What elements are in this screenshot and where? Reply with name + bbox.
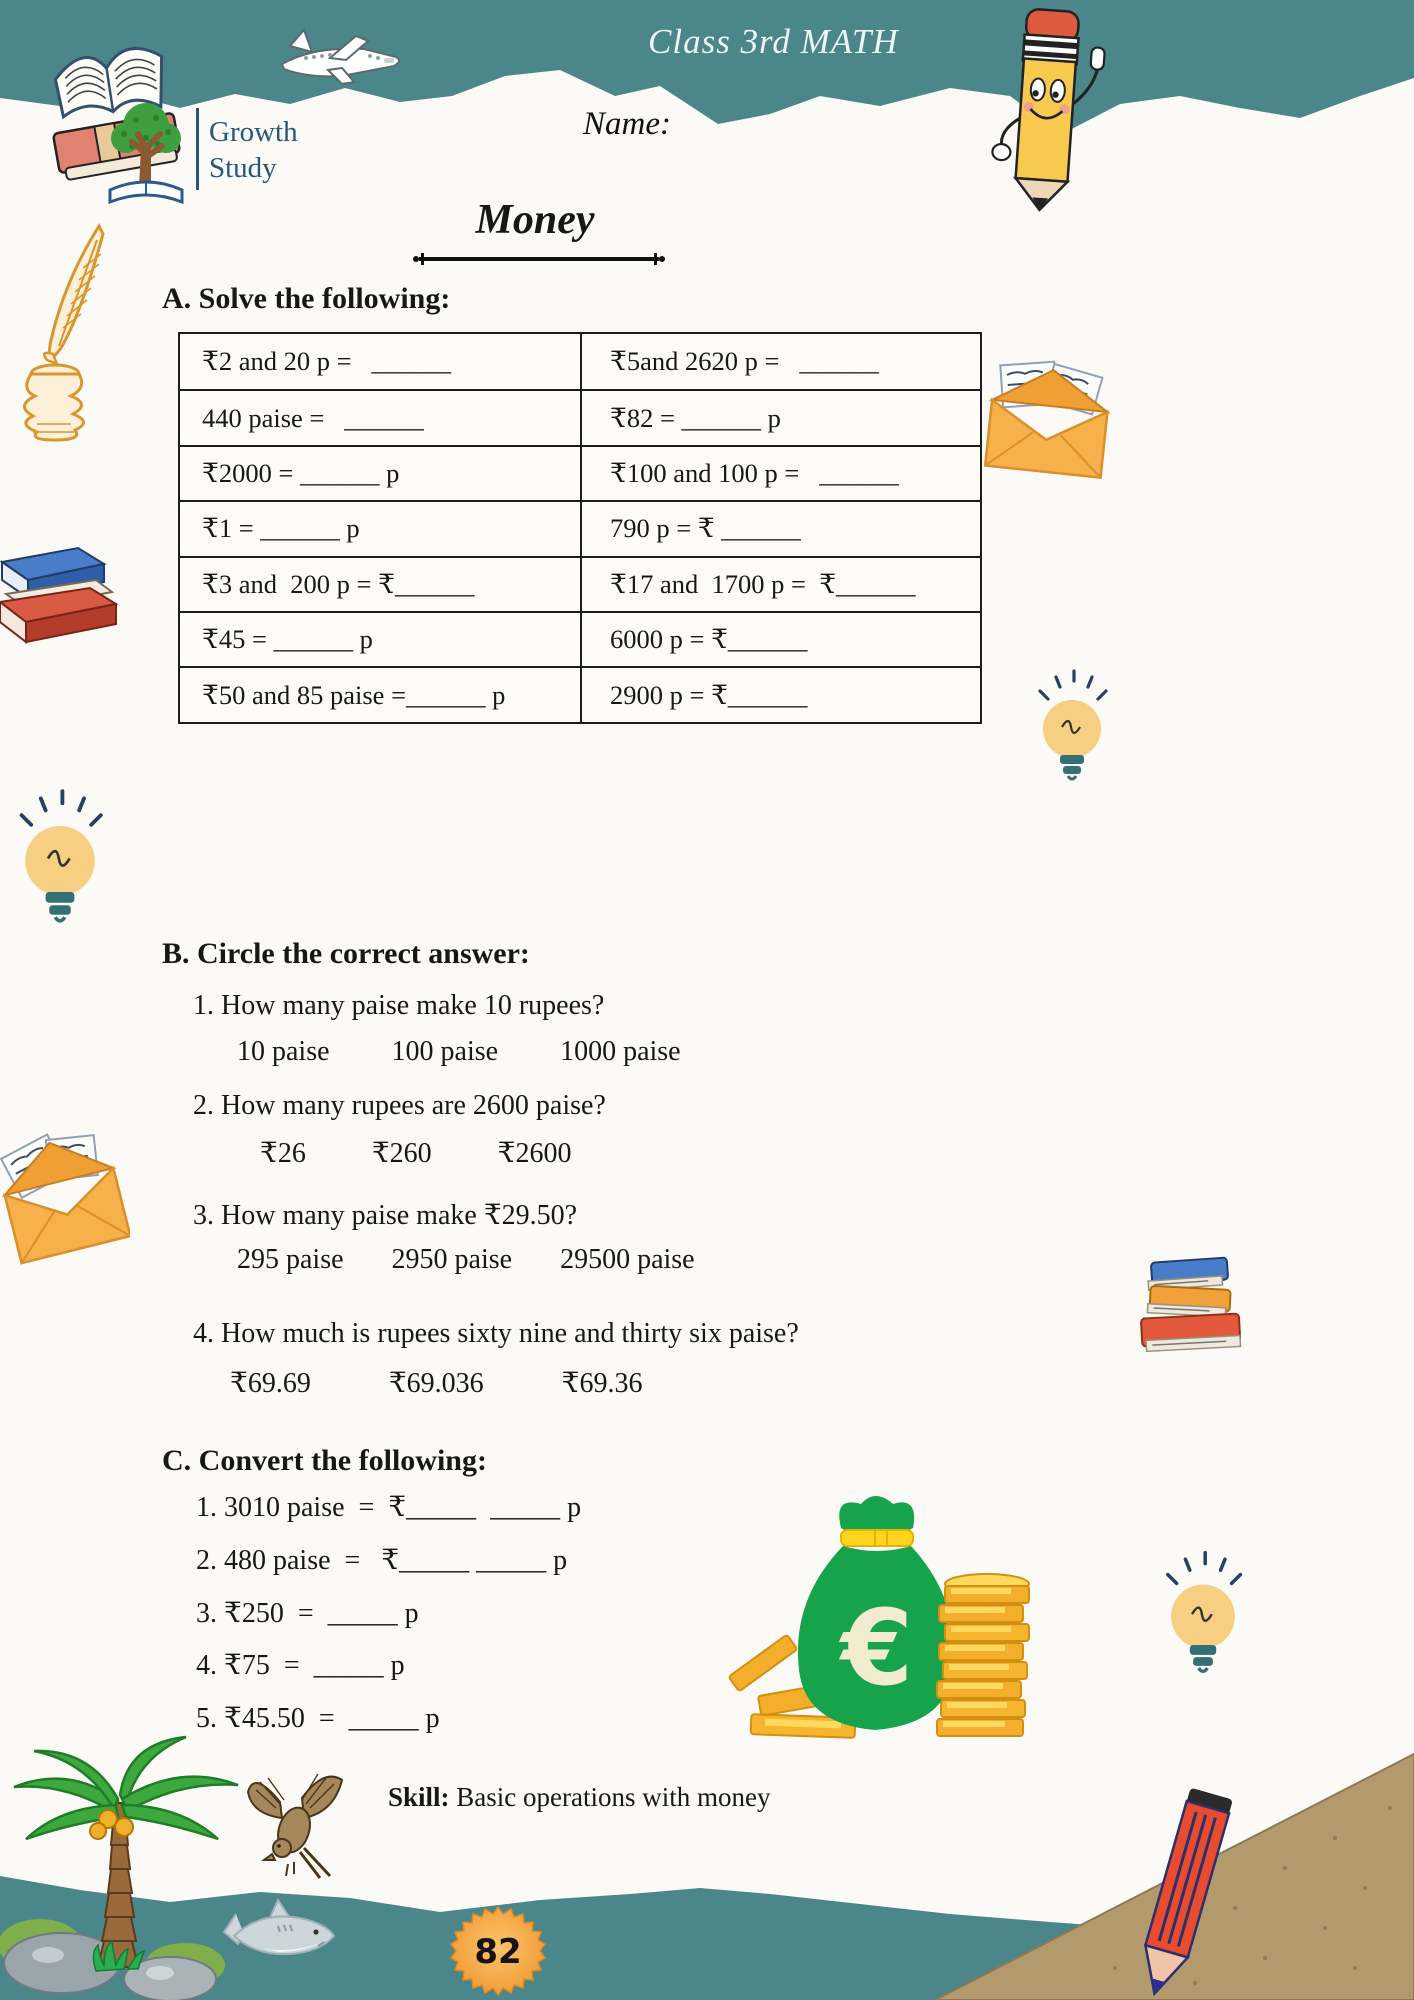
pencil-character-icon xyxy=(975,2,1110,214)
logo-text-line1: Growth xyxy=(209,116,298,148)
option: ₹69.69 xyxy=(230,1368,311,1399)
option: ₹69.036 xyxy=(388,1368,484,1399)
table-cell: ₹82 = ______ p xyxy=(580,389,980,444)
table-cell: ₹17 and 1700 p = ₹______ xyxy=(580,556,980,611)
skill-text: Basic operations with money xyxy=(449,1782,771,1812)
page-number-badge xyxy=(450,1906,546,1998)
question: 4. How much is rupees sixty nine and thirty six paise? xyxy=(193,1318,799,1349)
option: ₹69.36 xyxy=(561,1368,643,1399)
option-row xyxy=(237,1036,681,1068)
option: 1000 paise xyxy=(560,1036,681,1067)
books-left-icon xyxy=(0,490,120,650)
shark-icon xyxy=(222,1892,340,1972)
title-underline xyxy=(413,252,665,266)
money-bag-icon xyxy=(725,1488,1030,1758)
quill-inkpot-icon xyxy=(3,218,133,448)
bird-icon xyxy=(246,1768,346,1883)
convert-item: 5. ₹45.50 = _____ p xyxy=(196,1703,440,1734)
skill-label: Skill: xyxy=(388,1782,450,1812)
table-cell: ₹50 and 85 paise =______ p xyxy=(180,666,580,721)
convert-item: 2. 480 paise = ₹_____ _____ p xyxy=(196,1545,568,1576)
growth-tree-icon xyxy=(100,100,192,204)
table-cell: ₹2000 = ______ p xyxy=(180,445,580,500)
option-row xyxy=(237,1244,695,1276)
question: 1. How many paise make 10 rupees? xyxy=(193,990,605,1021)
option: 10 paise xyxy=(237,1036,330,1067)
option: 29500 paise xyxy=(560,1244,695,1275)
growth-study-logo xyxy=(100,100,298,204)
table-cell: 6000 p = ₹______ xyxy=(580,611,980,666)
option: 2950 paise xyxy=(391,1244,513,1275)
coins-stack-icon xyxy=(937,1574,1029,1736)
money-bag-body xyxy=(798,1496,954,1730)
table-cell: ₹45 = ______ p xyxy=(180,611,580,666)
envelope-letters-icon xyxy=(982,348,1117,488)
table-cell: ₹100 and 100 p = ______ xyxy=(580,445,980,500)
airplane-icon xyxy=(272,18,412,103)
logo-text-line2: Study xyxy=(209,152,277,184)
lightbulb-icon xyxy=(0,782,120,942)
lightbulb-icon xyxy=(1148,1540,1258,1695)
table-cell: ₹5and 2620 p = ______ xyxy=(580,334,980,389)
option: 295 paise xyxy=(237,1244,344,1275)
page-number: 82 xyxy=(474,1932,522,1972)
sand-corner-icon xyxy=(935,1748,1414,2000)
table-cell: 790 p = ₹ ______ xyxy=(580,500,980,555)
option: ₹2600 xyxy=(497,1138,572,1169)
conversion-table xyxy=(178,332,982,724)
option: 100 paise xyxy=(391,1036,499,1067)
option-row xyxy=(230,1366,642,1400)
section-a-heading: A. Solve the following: xyxy=(162,282,451,315)
euro-sign: € xyxy=(840,1587,914,1709)
books-right-icon xyxy=(1138,1248,1246,1366)
page-title: Money xyxy=(475,197,595,243)
convert-item: 1. 3010 paise = ₹_____ _____ p xyxy=(196,1492,582,1523)
lightbulb-icon xyxy=(1022,665,1122,795)
option: ₹26 xyxy=(260,1138,306,1169)
name-label: Name: xyxy=(583,106,671,142)
envelope-letters-icon xyxy=(0,1112,130,1277)
question: 2. How many rupees are 2600 paise? xyxy=(193,1090,606,1121)
table-cell: ₹2 and 20 p = ______ xyxy=(202,346,451,377)
table-cell: 2900 p = ₹______ xyxy=(580,666,980,721)
logo-divider xyxy=(196,108,199,190)
option-row xyxy=(260,1136,571,1170)
section-b-heading: B. Circle the correct answer: xyxy=(162,937,530,970)
skill-line xyxy=(388,1782,770,1813)
section-c-heading: C. Convert the following: xyxy=(162,1444,487,1477)
course-label: Class 3rd MATH xyxy=(648,22,899,61)
table-cell: ₹3 and 200 p = ₹______ xyxy=(180,556,580,611)
table-cell: ₹1 = ______ p xyxy=(180,500,580,555)
convert-item: 4. ₹75 = _____ p xyxy=(196,1650,405,1681)
convert-item: 3. ₹250 = _____ p xyxy=(196,1598,419,1629)
option: ₹260 xyxy=(371,1138,432,1169)
table-cell: 440 paise = ______ xyxy=(180,389,580,444)
question: 3. How many paise make ₹29.50? xyxy=(193,1200,578,1231)
